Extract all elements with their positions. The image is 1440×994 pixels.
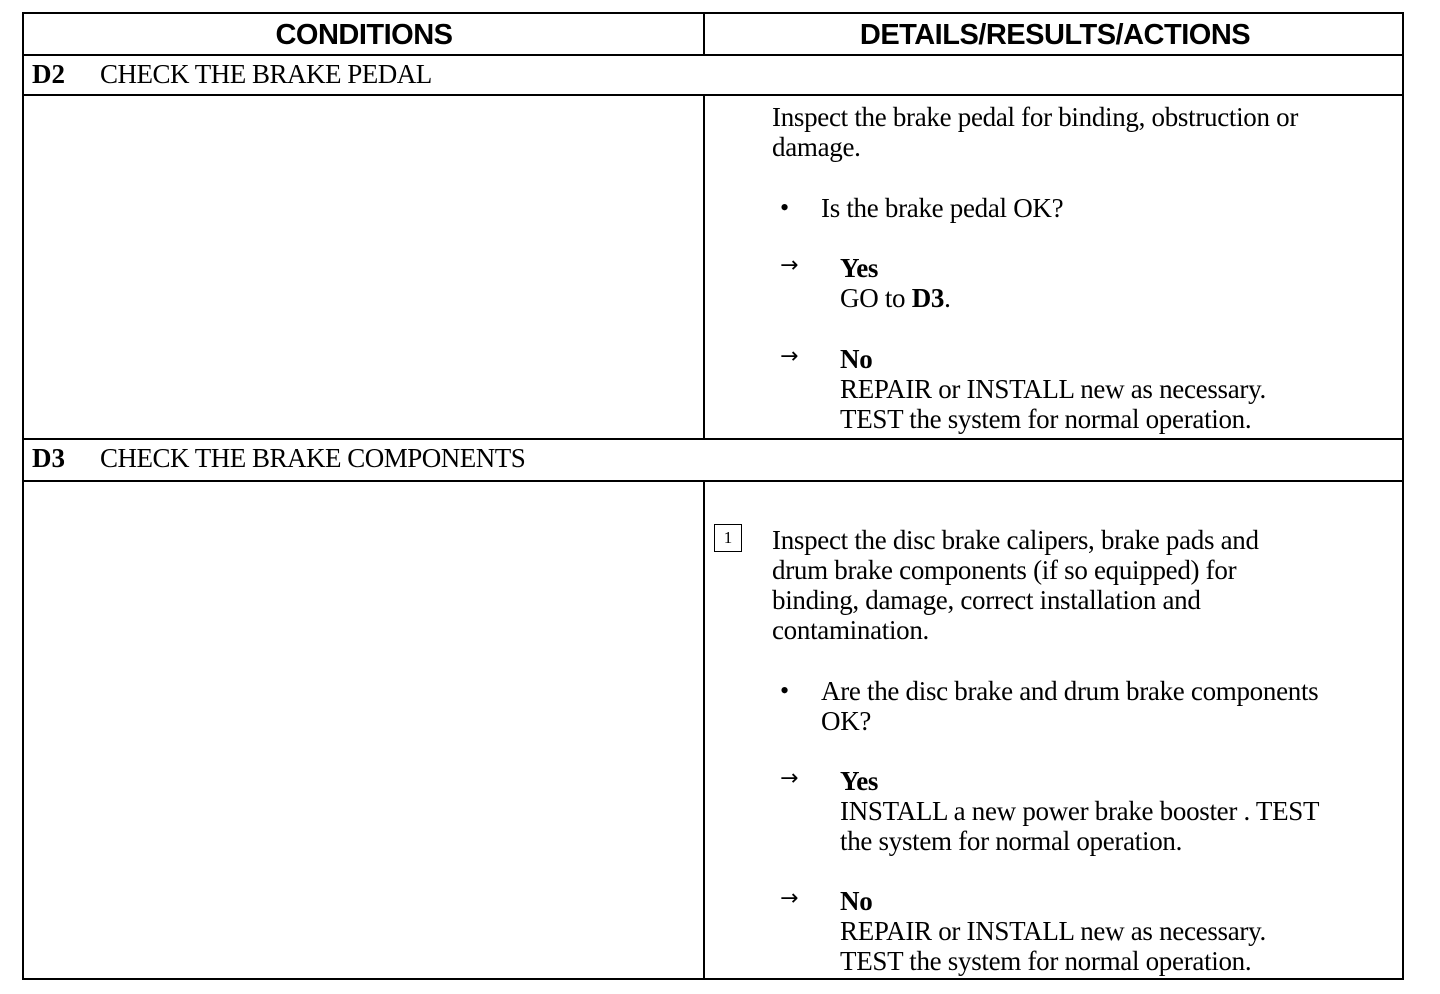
text-line: binding, damage, correct installation and (772, 585, 1201, 615)
bullet-icon: • (780, 193, 790, 222)
details-header: DETAILS/RESULTS/ACTIONS (859, 19, 1251, 51)
arrow-right-icon: → (780, 344, 799, 369)
text-line: Inspect the disc brake calipers, brake pads and (772, 525, 1259, 555)
text-line: Are the disc brake and drum brake components (821, 676, 1319, 706)
no-action: REPAIR or INSTALL new as necessary. (840, 916, 1267, 946)
column-divider (703, 14, 705, 56)
no-action: REPAIR or INSTALL new as necessary. (840, 374, 1267, 404)
step-title: CHECK THE BRAKE COMPONENTS (100, 443, 526, 473)
text-line: damage. (772, 132, 861, 162)
step-id: D2 (32, 59, 65, 89)
question-text (821, 676, 1318, 736)
no-block (840, 344, 1266, 434)
yes-block (840, 766, 1319, 856)
reference-number-box: 1 (714, 524, 742, 552)
conditions-header: CONDITIONS (275, 19, 453, 51)
action-text: GO to (840, 283, 912, 313)
step-row-d2 (24, 56, 1402, 96)
column-divider (703, 96, 705, 440)
yes-action (840, 283, 951, 313)
table-header (24, 14, 1402, 56)
text-line: Inspect the brake pedal for binding, obstruction or (772, 102, 1299, 132)
column-divider (703, 480, 705, 980)
question-text: Is the brake pedal OK? (821, 193, 1064, 223)
action-text: . (944, 283, 951, 313)
text-line: drum brake components (if so equipped) for (772, 555, 1237, 585)
no-label: No (840, 344, 873, 374)
yes-block (840, 253, 951, 313)
arrow-right-icon: → (780, 253, 799, 278)
arrow-right-icon: → (780, 766, 799, 791)
no-block (840, 886, 1266, 976)
yes-action: INSTALL a new power brake booster . TEST (840, 796, 1320, 826)
text-line: contamination. (772, 615, 930, 645)
step-reference: D3 (911, 283, 945, 313)
text-line: OK? (821, 706, 872, 736)
step-row-d3 (24, 438, 1402, 482)
no-label: No (840, 886, 873, 916)
no-action: TEST the system for normal operation. (840, 946, 1252, 976)
step-id: D3 (32, 443, 65, 473)
yes-action: the system for normal operation. (840, 826, 1183, 856)
step-title: CHECK THE BRAKE PEDAL (100, 59, 432, 89)
no-action: TEST the system for normal operation. (840, 404, 1252, 434)
arrow-right-icon: → (780, 886, 799, 911)
yes-label: Yes (840, 253, 879, 283)
bullet-icon: • (780, 676, 790, 705)
instruction-text (772, 102, 1298, 162)
yes-label: Yes (840, 766, 879, 796)
instruction-text (772, 525, 1259, 645)
